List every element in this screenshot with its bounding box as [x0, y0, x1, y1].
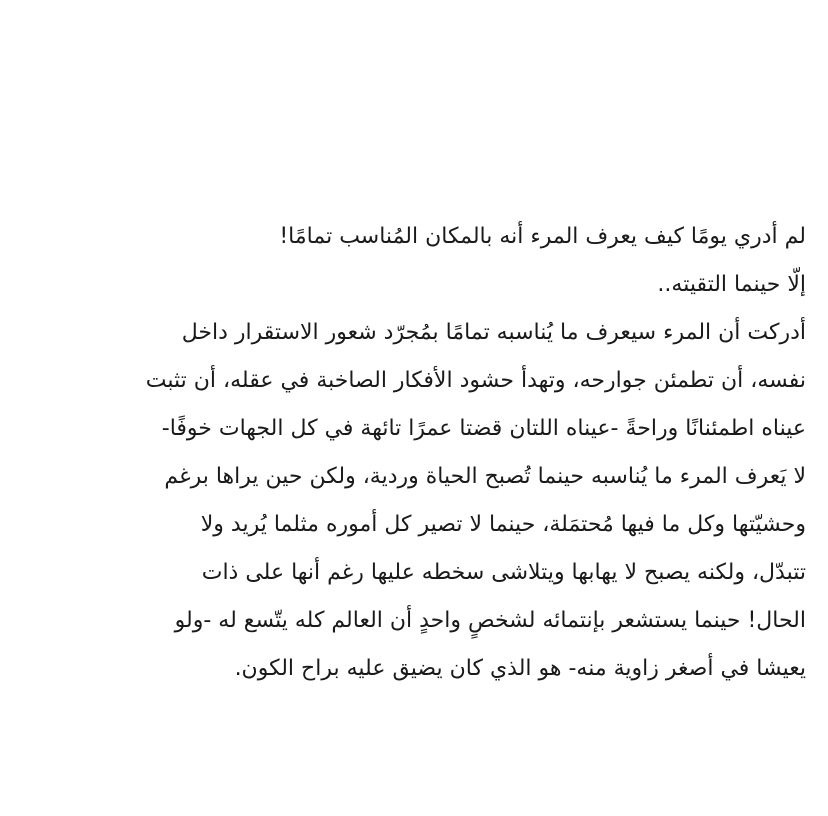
text-line-6: لا يَعرف المرء ما يُناسبه حينما تُصبح الحياة وردية، ولكن حين يراها برغم [164, 464, 806, 489]
text-line-4: نفسه، أن تطمئن جوارحه، وتهدأ حشود الأفكار الصاخبة في عقله، أن تثبت [145, 368, 806, 393]
text-line-1: لم أدري يومًا كيف يعرف المرء أنه بالمكان المُناسب تمامًا! [279, 224, 806, 249]
text-line-3: أدركت أن المرء سيعرف ما يُناسبه تمامًا بمُجرّد شعور الاستقرار داخل [181, 320, 806, 345]
text-line-10: يعيشا في أصغر زاوية منه- هو الذي كان يضيق عليه براح الكون. [234, 656, 806, 681]
text-line-8: تتبدّل، ولكنه يصبح لا يهابها ويتلاشى سخطه عليها رغم أنها على ذات [201, 560, 806, 585]
text-line-7: وحشيّتها وكل ما فيها مُحتمَلة، حينما لا تصير كل أموره مثلما يُريد ولا [200, 512, 806, 537]
text-line-2: إلّا حينما التقيته.. [657, 272, 806, 297]
arabic-prose-text [98, 213, 806, 693]
text-line-5: عيناه اطمئنانًا وراحةً -عيناه اللتان قضتا عمرًا تائهة في كل الجهات خوفًا- [161, 416, 806, 441]
text-line-9: الحال! حينما يستشعر بإنتمائه لشخصٍ واحدٍ أن العالم كله يتّسع له -ولو [174, 608, 806, 633]
